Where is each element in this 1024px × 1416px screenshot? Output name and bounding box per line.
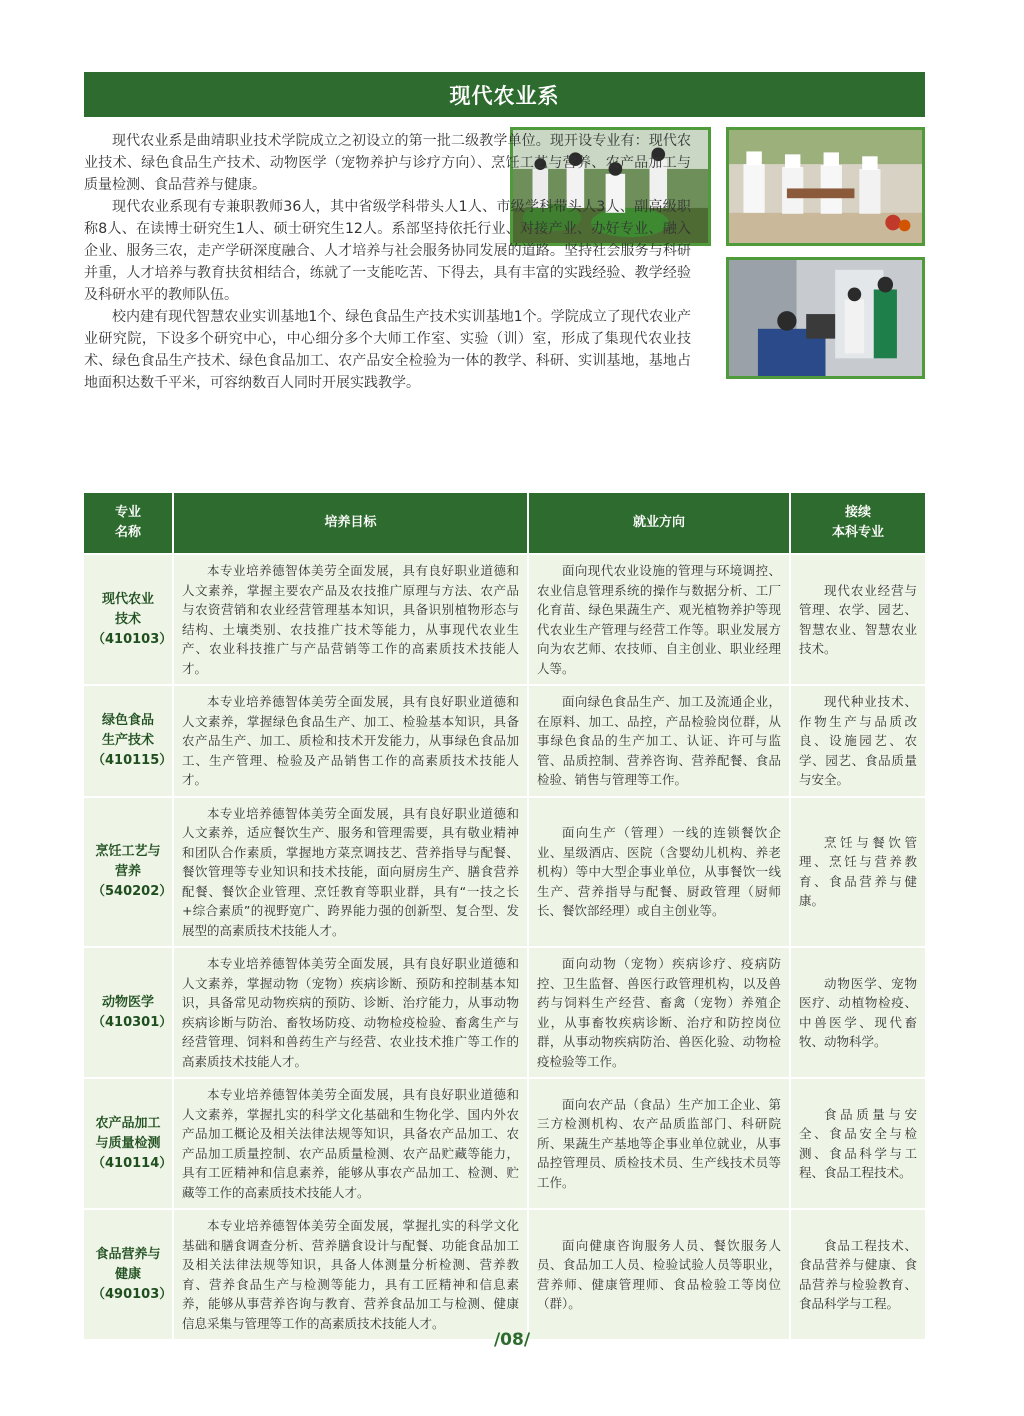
further-study: 食品质量与安全、食品安全与检测、食品科学与工程、食品工程技术。 xyxy=(790,1078,925,1209)
page-title: 现代农业系 xyxy=(84,72,925,117)
career-direction: 面向生产（管理）一线的连锁餐饮企业、星级酒店、医院（含婴幼儿机构、养老机构）等中大型企事业单位，从事餐饮一线生产、营养指导与配餐、厨政管理（厨师长、餐饮部经理）或自主创业等。 xyxy=(528,797,790,948)
page-number: /08/ xyxy=(493,1330,531,1350)
header-career: 就业方向 xyxy=(528,493,790,554)
major-name: 烹饪工艺与 营养 （540202） xyxy=(84,797,173,948)
table-header-row xyxy=(84,493,925,554)
header-training-goal: 培养目标 xyxy=(173,493,528,554)
further-study: 现代农业经营与管理、农学、园艺、智慧农业、智慧农业技术。 xyxy=(790,554,925,685)
table-row xyxy=(84,1078,925,1209)
career-direction: 面向动物（宠物）疾病诊疗、疫病防控、卫生监督、兽医行政管理机构，以及兽药与饲料生产经营、畜禽（宠物）养殖企业，从事畜牧疾病诊断、治疗和防控岗位群，从事动物疾病防治、兽医化验、动物检疫检验等工作。 xyxy=(528,947,790,1078)
further-study: 动物医学、宠物医疗、动植物检疫、中兽医学、现代畜牧、动物科学。 xyxy=(790,947,925,1078)
major-name: 现代农业 技术 （410103） xyxy=(84,554,173,685)
table-row xyxy=(84,554,925,685)
training-goal: 本专业培养德智体美劳全面发展，具有良好职业道德和人文素养，掌握主要农产品及农技推广原理与方法、农产品与农资营销和农业经营管理基本知识，具备识别植物形态与结构、土壤类别、农技推广技术等能力，从事现代农业生产、农业科技推广与产品营销等工作的高素质技术技能人才。 xyxy=(173,554,528,685)
further-study: 现代种业技术、作物生产与品质改良、设施园艺、农学、园艺、食品质量与安全。 xyxy=(790,685,925,797)
table-row xyxy=(84,947,925,1078)
training-goal: 本专业培养德智体美劳全面发展，具有良好职业道德和人文素养，掌握扎实的科学文化基础和生物化学、国内外农产品加工概论及相关法律法规等知识，具备农产品加工、农产品加工质量控制、农产品质量检测、农产品贮藏等能力，具有工匠精神和信息素养，能够从事农产品加工、检测、贮藏等工作的高素质技术技能人才。 xyxy=(173,1078,528,1209)
major-name: 食品营养与 健康 （490103） xyxy=(84,1209,173,1339)
further-study: 食品工程技术、食品营养与健康、食品营养与检验教育、食品科学与工程。 xyxy=(790,1209,925,1339)
training-goal: 本专业培养德智体美劳全面发展，掌握扎实的科学文化基础和膳食调查分析、营养膳食设计与配餐、功能食品加工及相关法律法规等知识，具备人体测量分析检测、营养教育、营养食品生产与检测等能力，具有工匠精神和信息素养，能够从事营养咨询与教育、营养食品加工与检测、健康信息采集与管理等工作的高素质技术技能人才。 xyxy=(173,1209,528,1339)
major-name: 绿色食品 生产技术 （410115） xyxy=(84,685,173,797)
intro-paragraph: 校内建有现代智慧农业实训基地1个、绿色食品生产技术实训基地1个。学院成立了现代农业产业研究院，下设多个研究中心，中心细分多个大师工作室、实验（训）室，形成了集现代农业技术、绿色食品生产技术、绿色食品加工、农产品安全检验为一体的教学、科研、实训基地，基地占地面积达数千平米，可容纳数百人同时开展实践教学。 xyxy=(84,309,691,391)
training-goal: 本专业培养德智体美劳全面发展，具有良好职业道德和人文素养，适应餐饮生产、服务和管理需要，具有敬业精神和团队合作素质，掌握地方菜烹调技艺、营养指导与配餐、餐饮管理等专业知识和技术技能，面向厨房生产、膳食营养配餐、餐饮企业管理、烹饪教育等职业群，具有“一技之长+综合素质”的视野宽广、跨界能力强的创新型、复合型、发展型的高素质技术技能人才。 xyxy=(173,797,528,948)
training-goal: 本专业培养德智体美劳全面发展，具有良好职业道德和人文素养，掌握绿色食品生产、加工、检验基本知识，具备农产品生产、加工、质检和技术开发能力，从事绿色食品加工、生产管理、检验及产品销售工作的高素质技术技能人才。 xyxy=(173,685,528,797)
intro-paragraph: 现代农业系是曲靖职业技术学院成立之初设立的第一批二级教学单位。现开设专业有：现代农业技术、绿色食品生产技术、动物医学（宠物养护与诊疗方向）、烹饪工艺与营养、农产品加工与质量检测、食品营养与健康。 xyxy=(84,133,691,193)
career-direction: 面向现代农业设施的管理与环境调控、农业信息管理系统的操作与数据分析、工厂化育苗、绿色果蔬生产、观光植物养护等现代农业生产管理与经营工作等。职业发展方向为农艺师、农技师、自主创业、职业经理人等。 xyxy=(528,554,790,685)
table-row xyxy=(84,1209,925,1339)
intro-paragraph: 现代农业系现有专兼职教师36人，其中省级学科带头人1人、市级学科带头人3人、副高级职称8人、在读博士研究生1人、硕士研究生12人。系部坚持依托行业、对接产业、办好专业、融入企业、服务三农，走产学研深度融合、人才培养与社会服务协同发展的道路。坚持社会服务与科研并重，人才培养与教育扶贫相结合，练就了一支能吃苦、下得去，具有丰富的实践经验、教学经验及科研水平的教师队伍。 xyxy=(84,199,691,303)
intro-text xyxy=(84,130,924,394)
career-direction: 面向农产品（食品）生产加工企业、第三方检测机构、农产品质监部门、科研院所、果蔬生产基地等企事业单位就业，从事品控管理员、质检技术员、生产线技术员等工作。 xyxy=(528,1078,790,1209)
major-name: 动物医学 （410301） xyxy=(84,947,173,1078)
table-row xyxy=(84,797,925,948)
table-row xyxy=(84,685,925,797)
majors-table xyxy=(84,493,925,1339)
career-direction: 面向健康咨询服务人员、餐饮服务人员、食品加工人员、检验试验人员等职业，营养师、健康管理师、食品检验工等岗位（群）。 xyxy=(528,1209,790,1339)
career-direction: 面向绿色食品生产、加工及流通企业，在原料、加工、品控，产品检验岗位群，从事绿色食品的生产加工、认证、许可与监管、品质控制、营养咨询、营养配餐、食品检验、销售与管理等工作。 xyxy=(528,685,790,797)
further-study: 烹饪与餐饮管理、烹饪与营养教育、食品营养与健康。 xyxy=(790,797,925,948)
header-further-study: 接续 本科专业 xyxy=(790,493,925,554)
major-name: 农产品加工 与质量检测 （410114） xyxy=(84,1078,173,1209)
training-goal: 本专业培养德智体美劳全面发展，具有良好职业道德和人文素养，掌握动物（宠物）疾病诊断、预防和控制基本知识，具备常见动物疾病的预防、诊断、治疗能力，从事动物疾病诊断与防治、畜牧场防疫、动物检疫检验、畜禽生产与经营管理、饲料和兽药生产与经营、农业技术推广等工作的高素质技术技能人才。 xyxy=(173,947,528,1078)
header-major-name: 专业 名称 xyxy=(84,493,173,554)
